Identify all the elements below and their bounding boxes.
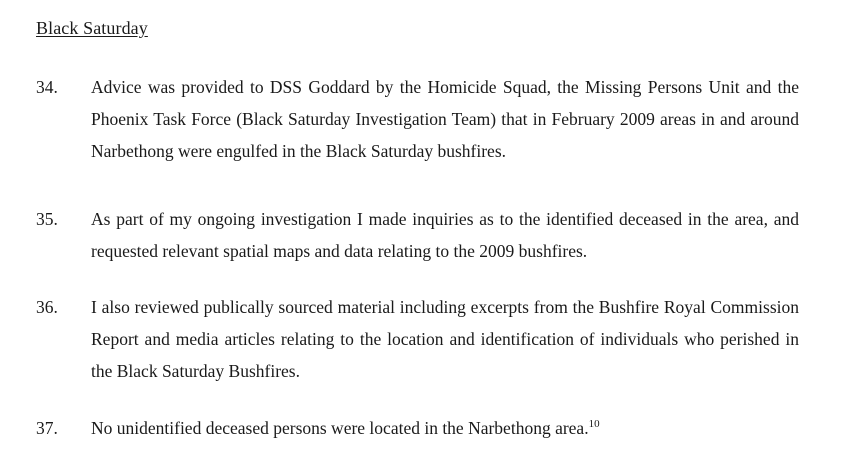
paragraph-text: As part of my ongoing investigation I made inquiries as to the identified deceased in the area, and requested relevant spatial maps and data relating to the 2009 bushfires. [91,209,799,261]
paragraph-number: 36. [36,297,58,317]
paragraph-text: I also reviewed publically sourced material including excerpts from the Bushfire Royal Commission Report and media articles relating to the location and identification of individuals who perished in the Black Saturday Bushfires. [91,297,799,381]
paragraph-number: 35. [36,209,58,229]
paragraph-number: 37. [36,418,58,438]
footnote-reference[interactable]: 10 [588,418,600,431]
section-heading: Black Saturday [36,18,148,38]
paragraph-text-container [91,412,799,444]
paragraph-text: Advice was provided to DSS Goddard by the Homicide Squad, the Missing Persons Unit and the Phoenix Task Force (Black Saturday Investigation Team) that in February 2009 areas in and around Narbethong were engulfed in the Black Saturday bushfires. [91,77,799,161]
paragraph-number: 34. [36,77,58,97]
paragraph-text: No unidentified deceased persons were located in the Narbethong area. [91,418,589,438]
